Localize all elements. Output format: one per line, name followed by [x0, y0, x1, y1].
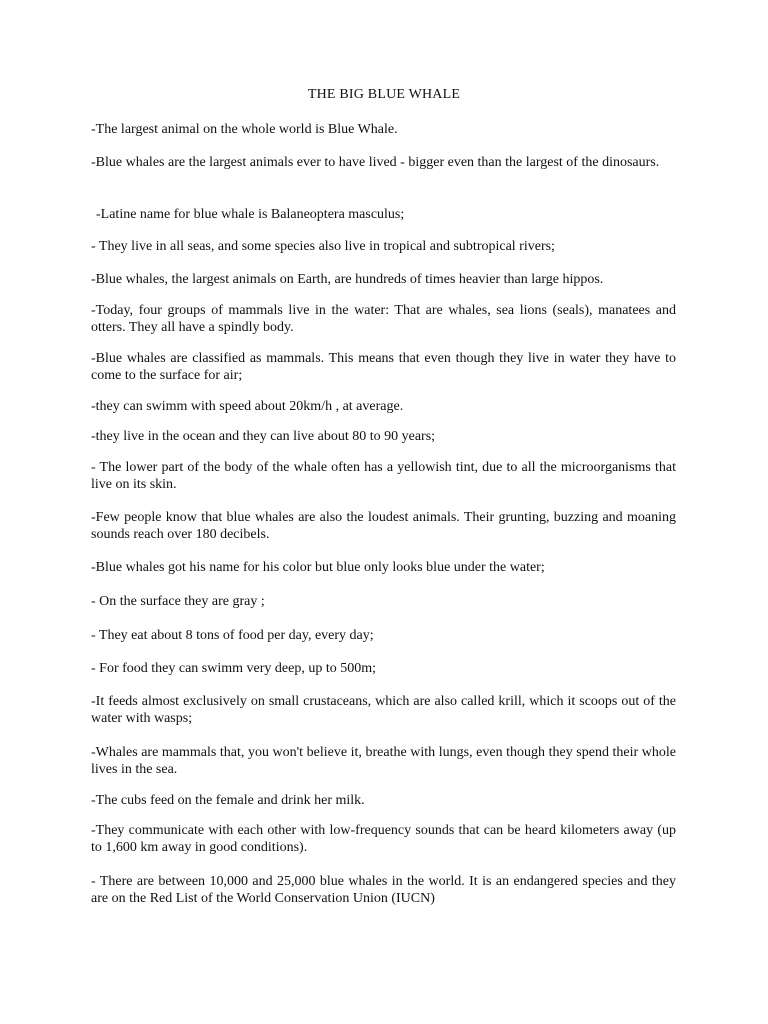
paragraph-14: - They eat about 8 tons of food per day, every day; — [91, 628, 374, 643]
document-title: THE BIG BLUE WHALE — [307, 87, 461, 102]
paragraph-6: -Today, four groups of mammals live in the water: That are whales, sea lions (seals), manatees and otters. They all have a spindly body. — [91, 303, 676, 335]
paragraph-7: -Blue whales are classified as mammals. This means that even though they live in water they have to come to the surface for air; — [91, 351, 676, 383]
paragraph-3: -Latine name for blue whale is Balaneoptera masculus; — [96, 207, 405, 222]
paragraph-13: - On the surface they are gray ; — [91, 594, 265, 609]
paragraph-20: - There are between 10,000 and 25,000 blue whales in the world. It is an endangered species and they are on the Red List of the World Conservation Union (IUCN) — [91, 874, 676, 906]
paragraph-9: -they live in the ocean and they can live about 80 to 90 years; — [91, 429, 436, 444]
paragraph-8: -they can swimm with speed about 20km/h , at average. — [91, 399, 404, 414]
paragraph-5: -Blue whales, the largest animals on Earth, are hundreds of times heavier than large hippos. — [91, 272, 604, 287]
paragraph-10: - The lower part of the body of the whale often has a yellowish tint, due to all the microorganisms that live on its skin. — [91, 460, 676, 492]
paragraph-2: -Blue whales are the largest animals ever to have lived - bigger even than the largest of the dinosaurs. — [91, 155, 660, 170]
paragraph-19: -They communicate with each other with low-frequency sounds that can be heard kilometers away (up to 1,600 km away in good conditions). — [91, 823, 676, 855]
paragraph-1: -The largest animal on the whole world is Blue Whale. — [91, 122, 398, 137]
paragraph-11: -Few people know that blue whales are also the loudest animals. Their grunting, buzzing and moaning sounds reach over 180 decibels. — [91, 510, 676, 542]
paragraph-18: -The cubs feed on the female and drink her milk. — [91, 793, 365, 808]
paragraph-17: -Whales are mammals that, you won't believe it, breathe with lungs, even though they spend their whole lives in the sea. — [91, 745, 676, 777]
paragraph-12: -Blue whales got his name for his color but blue only looks blue under the water; — [91, 560, 545, 575]
paragraph-4: - They live in all seas, and some species also live in tropical and subtropical rivers; — [91, 239, 555, 254]
paragraph-15: - For food they can swimm very deep, up to 500m; — [91, 661, 377, 676]
paragraph-16: -It feeds almost exclusively on small crustaceans, which are also called krill, which it scoops out of the water with wasps; — [91, 694, 676, 726]
